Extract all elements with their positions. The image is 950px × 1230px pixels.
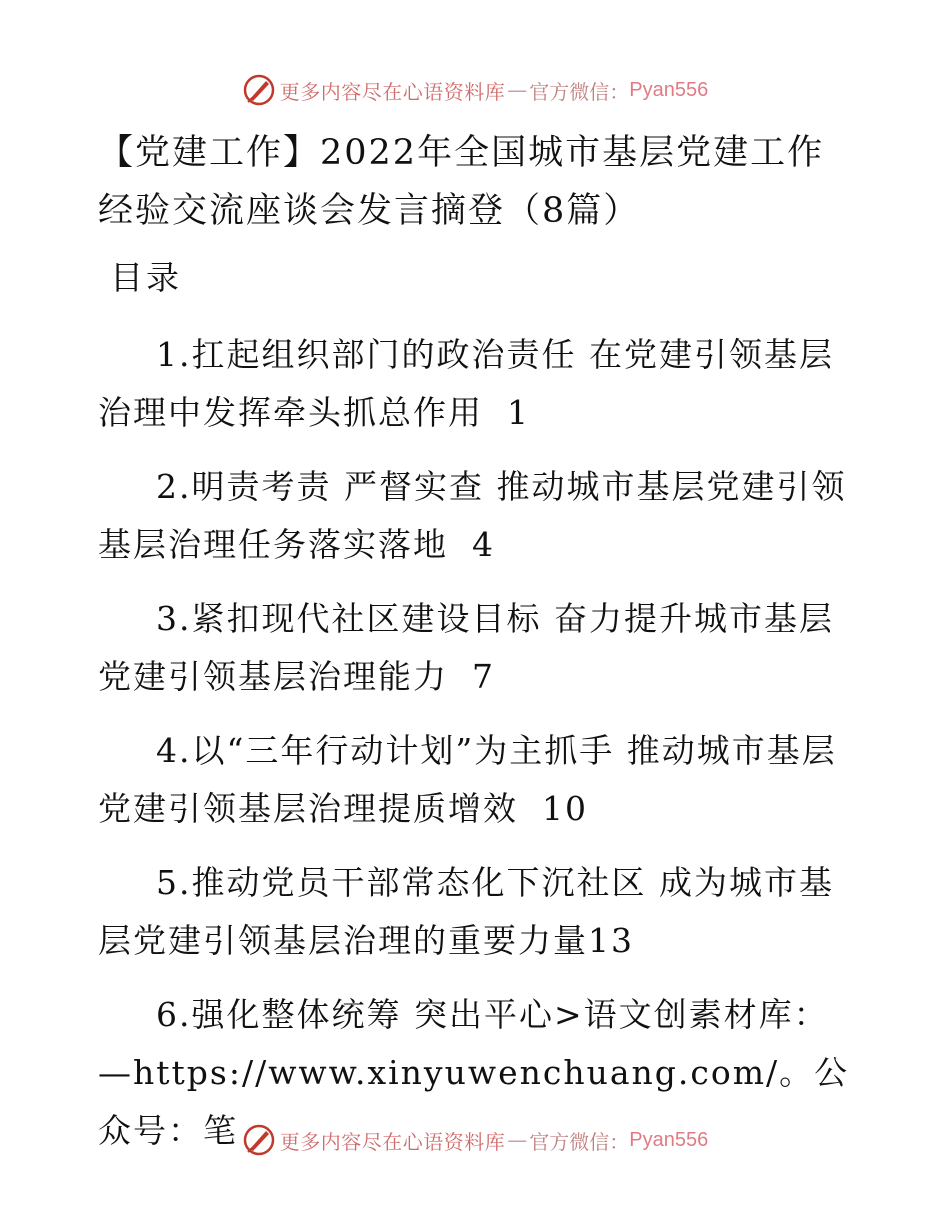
toc-item-text: 4.以“三年行动计划”为主抓手 推动城市基层党建引领基层治理提质增效 <box>98 731 837 828</box>
toc-item-text: 5.推动党员干部常态化下沉社区 成为城市基层党建引领基层治理的重要力量 <box>98 863 834 960</box>
table-of-contents <box>98 326 858 1176</box>
watermark-contact-id: Pyan556 <box>629 1128 709 1151</box>
watermark-contact-label: 官方微信： <box>529 1129 630 1154</box>
toc-item-5[interactable] <box>98 854 858 970</box>
toc-item-text: 2.明责考责 严督实查 推动城市基层党建引领基层治理任务落实落地 <box>98 467 847 564</box>
toc-item-1[interactable] <box>98 326 858 442</box>
toc-item-page: 4 <box>472 525 495 564</box>
toc-item-page: 7 <box>472 657 495 696</box>
toc-item-text: 6.强化整体统筹 突出平心>语文创素材库：—https://www.xinyuwenchuang.com/。公众号：笔 <box>98 995 850 1150</box>
watermark-header <box>0 70 950 110</box>
watermark-separator: — <box>507 1128 528 1152</box>
toc-item-2[interactable] <box>98 458 858 574</box>
quill-logo-icon <box>242 1123 276 1157</box>
watermark-brand: 更多内容尽在心语资料库 <box>279 79 506 104</box>
toc-item-page: 13 <box>588 921 634 960</box>
watermark-brand: 更多内容尽在心语资料库 <box>279 1129 506 1154</box>
toc-heading: 目录 <box>110 258 182 297</box>
toc-item-4[interactable] <box>98 722 858 838</box>
watermark-separator: — <box>507 78 528 102</box>
toc-item-3[interactable] <box>98 590 858 706</box>
watermark-contact-id: Pyan556 <box>629 78 709 101</box>
toc-item-text: 1.扛起组织部门的政治责任 在党建引领基层治理中发挥牵头抓总作用 <box>98 335 834 432</box>
toc-item-page: 1 <box>507 393 530 432</box>
quill-logo-icon <box>242 73 276 107</box>
watermark-footer <box>0 1120 950 1160</box>
toc-item-text: 3.紧扣现代社区建设目标 奋力提升城市基层党建引领基层治理能力 <box>98 599 834 696</box>
watermark-contact-label: 官方微信： <box>529 79 630 104</box>
document-title: 【党建工作】2022年全国城市基层党建工作经验交流座谈会发言摘登（8篇） <box>98 133 825 231</box>
toc-item-page: 10 <box>542 789 588 828</box>
